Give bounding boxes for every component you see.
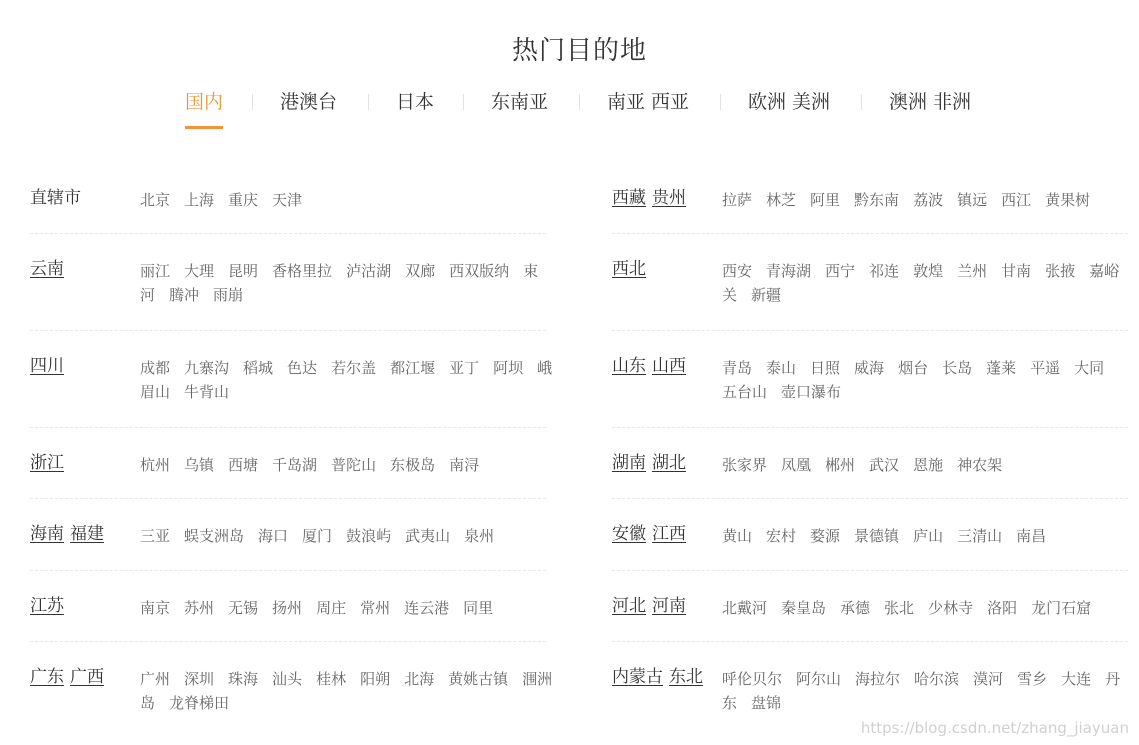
city-link[interactable]: 郴州 (825, 456, 856, 474)
tab-southeast-asia[interactable]: 东南亚 (491, 91, 549, 113)
city-list (722, 596, 1122, 620)
city-link[interactable]: 甘南 (1001, 262, 1032, 280)
region-name-link[interactable]: 湖南 (612, 453, 646, 473)
city-link[interactable]: 西江 (1001, 191, 1032, 209)
city-link[interactable]: 哈尔滨 (914, 670, 960, 688)
city-link[interactable]: 上海 (184, 191, 215, 209)
city-list (140, 596, 556, 620)
tab-hk-macau-taiwan[interactable]: 港澳台 (280, 91, 338, 113)
city-link[interactable]: 拉萨 (722, 191, 753, 209)
city-link[interactable]: 束河 (140, 262, 539, 304)
city-link[interactable]: 北戴河 (722, 599, 768, 617)
city-link[interactable]: 大理 (184, 262, 215, 280)
city-link[interactable]: 婺源 (810, 527, 841, 545)
tab-oceania-africa[interactable]: 澳洲 非洲 (889, 91, 972, 113)
city-link[interactable]: 黄姚古镇 (448, 670, 509, 688)
city-link[interactable]: 亚丁 (449, 359, 480, 377)
city-link[interactable]: 重庆 (228, 191, 259, 209)
city-list (140, 453, 556, 477)
city-link[interactable]: 张掖 (1045, 262, 1076, 280)
city-link[interactable]: 神农架 (957, 456, 1003, 474)
city-link[interactable]: 荔波 (913, 191, 944, 209)
city-link[interactable]: 天津 (272, 191, 303, 209)
city-link[interactable]: 阿尔山 (796, 670, 842, 688)
city-link[interactable]: 周庄 (316, 599, 347, 617)
city-link[interactable]: 秦皇岛 (781, 599, 827, 617)
city-list (140, 188, 556, 212)
city-link[interactable]: 北京 (140, 191, 171, 209)
city-link[interactable]: 桂林 (316, 670, 347, 688)
region-name-link[interactable]: 山西 (652, 356, 686, 376)
city-list (140, 667, 556, 715)
city-list (140, 259, 556, 307)
city-list (722, 259, 1122, 307)
city-link[interactable]: 乌镇 (184, 456, 215, 474)
city-link[interactable]: 威海 (854, 359, 885, 377)
row-divider (30, 498, 546, 499)
region-name (30, 186, 81, 210)
city-link[interactable]: 张家界 (722, 456, 768, 474)
city-link[interactable]: 宏村 (766, 527, 797, 545)
city-link[interactable]: 丹东 (722, 670, 1121, 712)
city-link[interactable]: 烟台 (898, 359, 929, 377)
city-link[interactable]: 昆明 (228, 262, 259, 280)
city-link[interactable]: 漠河 (973, 670, 1004, 688)
region-name-link[interactable]: 云南 (30, 259, 64, 279)
tab-domestic[interactable]: 国内 (185, 88, 223, 116)
city-link[interactable]: 普陀山 (331, 456, 377, 474)
city-link[interactable]: 西安 (722, 262, 753, 280)
region-name (30, 665, 104, 689)
city-link[interactable]: 恩施 (913, 456, 944, 474)
city-link[interactable]: 南京 (140, 599, 171, 617)
city-link[interactable]: 鼓浪屿 (346, 527, 392, 545)
region-name (612, 451, 686, 475)
city-link[interactable]: 龙脊梯田 (169, 694, 230, 712)
city-link[interactable]: 阿里 (810, 191, 841, 209)
city-link[interactable]: 厦门 (302, 527, 333, 545)
region-name (30, 257, 64, 281)
city-link[interactable]: 五台山 (722, 383, 768, 401)
region-name-link[interactable]: 江西 (652, 524, 686, 544)
region-name-link[interactable]: 内蒙古 (612, 667, 663, 687)
region-name-link: 直辖市 (30, 188, 81, 208)
city-link[interactable]: 扬州 (272, 599, 303, 617)
city-link[interactable]: 广州 (140, 670, 171, 688)
city-link[interactable]: 杭州 (140, 456, 171, 474)
region-name-link[interactable]: 浙江 (30, 453, 64, 473)
city-link[interactable]: 色达 (287, 359, 318, 377)
city-link[interactable]: 雨崩 (213, 286, 244, 304)
city-link[interactable]: 西宁 (825, 262, 856, 280)
tab-separator (720, 94, 721, 110)
city-link[interactable]: 连云港 (404, 599, 450, 617)
region-name-link[interactable]: 广东 (30, 667, 64, 687)
region-name-link[interactable]: 四川 (30, 356, 64, 376)
city-link[interactable]: 深圳 (184, 670, 215, 688)
city-link[interactable]: 镇远 (957, 191, 988, 209)
region-name-link[interactable]: 广西 (70, 667, 104, 687)
city-link[interactable]: 丽江 (140, 262, 171, 280)
city-link[interactable]: 腾冲 (169, 286, 200, 304)
city-list (722, 524, 1122, 548)
region-name-link[interactable]: 西藏 (612, 188, 646, 208)
region-name (30, 354, 64, 378)
city-link[interactable]: 北海 (404, 670, 435, 688)
tab-europe-america[interactable]: 欧洲 美洲 (748, 91, 831, 113)
city-link[interactable]: 新疆 (751, 286, 782, 304)
city-link[interactable]: 峨眉山 (140, 359, 553, 401)
city-link[interactable]: 泉州 (464, 527, 495, 545)
row-divider (30, 233, 546, 234)
watermark: https://blog.csdn.net/zhang_jiayuan (860, 719, 1129, 737)
city-list (722, 356, 1122, 404)
city-link[interactable]: 青岛 (722, 359, 753, 377)
city-link[interactable]: 稻城 (243, 359, 274, 377)
city-link[interactable]: 张北 (884, 599, 915, 617)
row-divider (612, 498, 1128, 499)
city-link[interactable]: 苏州 (184, 599, 215, 617)
region-name-link[interactable]: 河北 (612, 596, 646, 616)
city-link[interactable]: 兰州 (957, 262, 988, 280)
row-divider (612, 233, 1128, 234)
city-link[interactable]: 嘉峪关 (722, 262, 1120, 304)
city-link[interactable]: 雪乡 (1017, 670, 1048, 688)
city-link[interactable]: 祁连 (869, 262, 900, 280)
city-link[interactable]: 黄果树 (1045, 191, 1091, 209)
city-link[interactable]: 龙门石窟 (1031, 599, 1092, 617)
city-link[interactable]: 都江堰 (390, 359, 436, 377)
region-name (30, 451, 64, 475)
city-list (722, 188, 1122, 212)
city-link[interactable]: 西双版纳 (449, 262, 510, 280)
city-link[interactable]: 庐山 (913, 527, 944, 545)
city-link[interactable]: 凤凰 (781, 456, 812, 474)
city-link[interactable]: 景德镇 (854, 527, 900, 545)
row-divider (30, 641, 546, 642)
region-name-link[interactable]: 贵州 (652, 188, 686, 208)
city-link[interactable]: 三清山 (957, 527, 1003, 545)
region-name (612, 522, 686, 546)
row-divider (30, 330, 546, 331)
city-link[interactable]: 大连 (1061, 670, 1092, 688)
city-link[interactable]: 九寨沟 (184, 359, 230, 377)
city-link[interactable]: 泰山 (766, 359, 797, 377)
tab-separator (368, 94, 369, 110)
city-link[interactable]: 呼伦贝尔 (722, 670, 783, 688)
city-link[interactable]: 壶口瀑布 (781, 383, 842, 401)
region-name-link[interactable]: 山东 (612, 356, 646, 376)
region-name-link[interactable]: 西北 (612, 259, 646, 279)
city-link[interactable]: 海口 (258, 527, 289, 545)
row-divider (612, 330, 1128, 331)
city-link[interactable]: 阳朔 (360, 670, 391, 688)
city-link[interactable]: 少林寺 (928, 599, 974, 617)
row-divider (30, 427, 546, 428)
city-link[interactable]: 同里 (463, 599, 494, 617)
row-divider (612, 570, 1128, 571)
tab-separator (579, 94, 580, 110)
city-link[interactable]: 武汉 (869, 456, 900, 474)
region-name (612, 354, 686, 378)
row-divider (30, 570, 546, 571)
city-link[interactable]: 承德 (840, 599, 871, 617)
city-link[interactable]: 洛阳 (987, 599, 1018, 617)
tab-separator (463, 94, 464, 110)
city-link[interactable]: 香格里拉 (272, 262, 333, 280)
city-link[interactable]: 无锡 (228, 599, 259, 617)
city-link[interactable]: 千岛湖 (272, 456, 318, 474)
city-link[interactable]: 西塘 (228, 456, 259, 474)
city-link[interactable]: 若尔盖 (331, 359, 377, 377)
city-link[interactable]: 黔东南 (854, 191, 900, 209)
city-link[interactable]: 盘锦 (751, 694, 782, 712)
region-name (612, 186, 686, 210)
region-name-link[interactable]: 江苏 (30, 596, 64, 616)
region-name (612, 594, 686, 618)
city-link[interactable]: 南昌 (1016, 527, 1047, 545)
city-link[interactable]: 海拉尔 (855, 670, 901, 688)
city-link[interactable]: 敦煌 (913, 262, 944, 280)
city-link[interactable]: 蜈支洲岛 (184, 527, 245, 545)
region-tabs (0, 88, 1139, 132)
region-name (612, 665, 703, 689)
city-link[interactable]: 汕头 (272, 670, 303, 688)
city-link[interactable]: 双廊 (405, 262, 436, 280)
region-name (612, 257, 646, 281)
city-link[interactable]: 南浔 (449, 456, 480, 474)
region-name-link[interactable]: 湖北 (652, 453, 686, 473)
row-divider (612, 641, 1128, 642)
city-link[interactable]: 阿坝 (493, 359, 524, 377)
city-link[interactable]: 成都 (140, 359, 171, 377)
city-list (140, 524, 556, 548)
city-link[interactable]: 日照 (810, 359, 841, 377)
city-link[interactable]: 林芝 (766, 191, 797, 209)
region-name-link[interactable]: 东北 (669, 667, 703, 687)
region-name (30, 594, 64, 618)
region-name (30, 522, 104, 546)
region-name-link[interactable]: 海南 (30, 524, 64, 544)
city-link[interactable]: 泸沽湖 (346, 262, 392, 280)
region-name-link[interactable]: 福建 (70, 524, 104, 544)
tab-south-west-asia[interactable]: 南亚 西亚 (607, 91, 690, 113)
city-link[interactable]: 平遥 (1030, 359, 1061, 377)
tab-japan[interactable]: 日本 (396, 91, 435, 113)
row-divider (612, 427, 1128, 428)
city-link[interactable]: 黄山 (722, 527, 753, 545)
city-link[interactable]: 三亚 (140, 527, 171, 545)
city-list (140, 356, 556, 404)
city-link[interactable]: 珠海 (228, 670, 259, 688)
city-link[interactable]: 大同 (1074, 359, 1105, 377)
city-link[interactable]: 东极岛 (390, 456, 436, 474)
city-link[interactable]: 青海湖 (766, 262, 812, 280)
tab-separator (861, 94, 862, 110)
region-name-link[interactable]: 河南 (652, 596, 686, 616)
city-link[interactable]: 武夷山 (405, 527, 451, 545)
city-link[interactable]: 牛背山 (184, 383, 230, 401)
page-title: 热门目的地 (511, 36, 647, 66)
city-link[interactable]: 常州 (360, 599, 391, 617)
tab-separator (252, 94, 253, 110)
city-link[interactable]: 蓬莱 (986, 359, 1017, 377)
region-name-link[interactable]: 安徽 (612, 524, 646, 544)
city-link[interactable]: 长岛 (942, 359, 973, 377)
city-list (722, 667, 1122, 715)
city-link[interactable]: 涠洲岛 (140, 670, 553, 712)
city-list (722, 453, 1122, 477)
